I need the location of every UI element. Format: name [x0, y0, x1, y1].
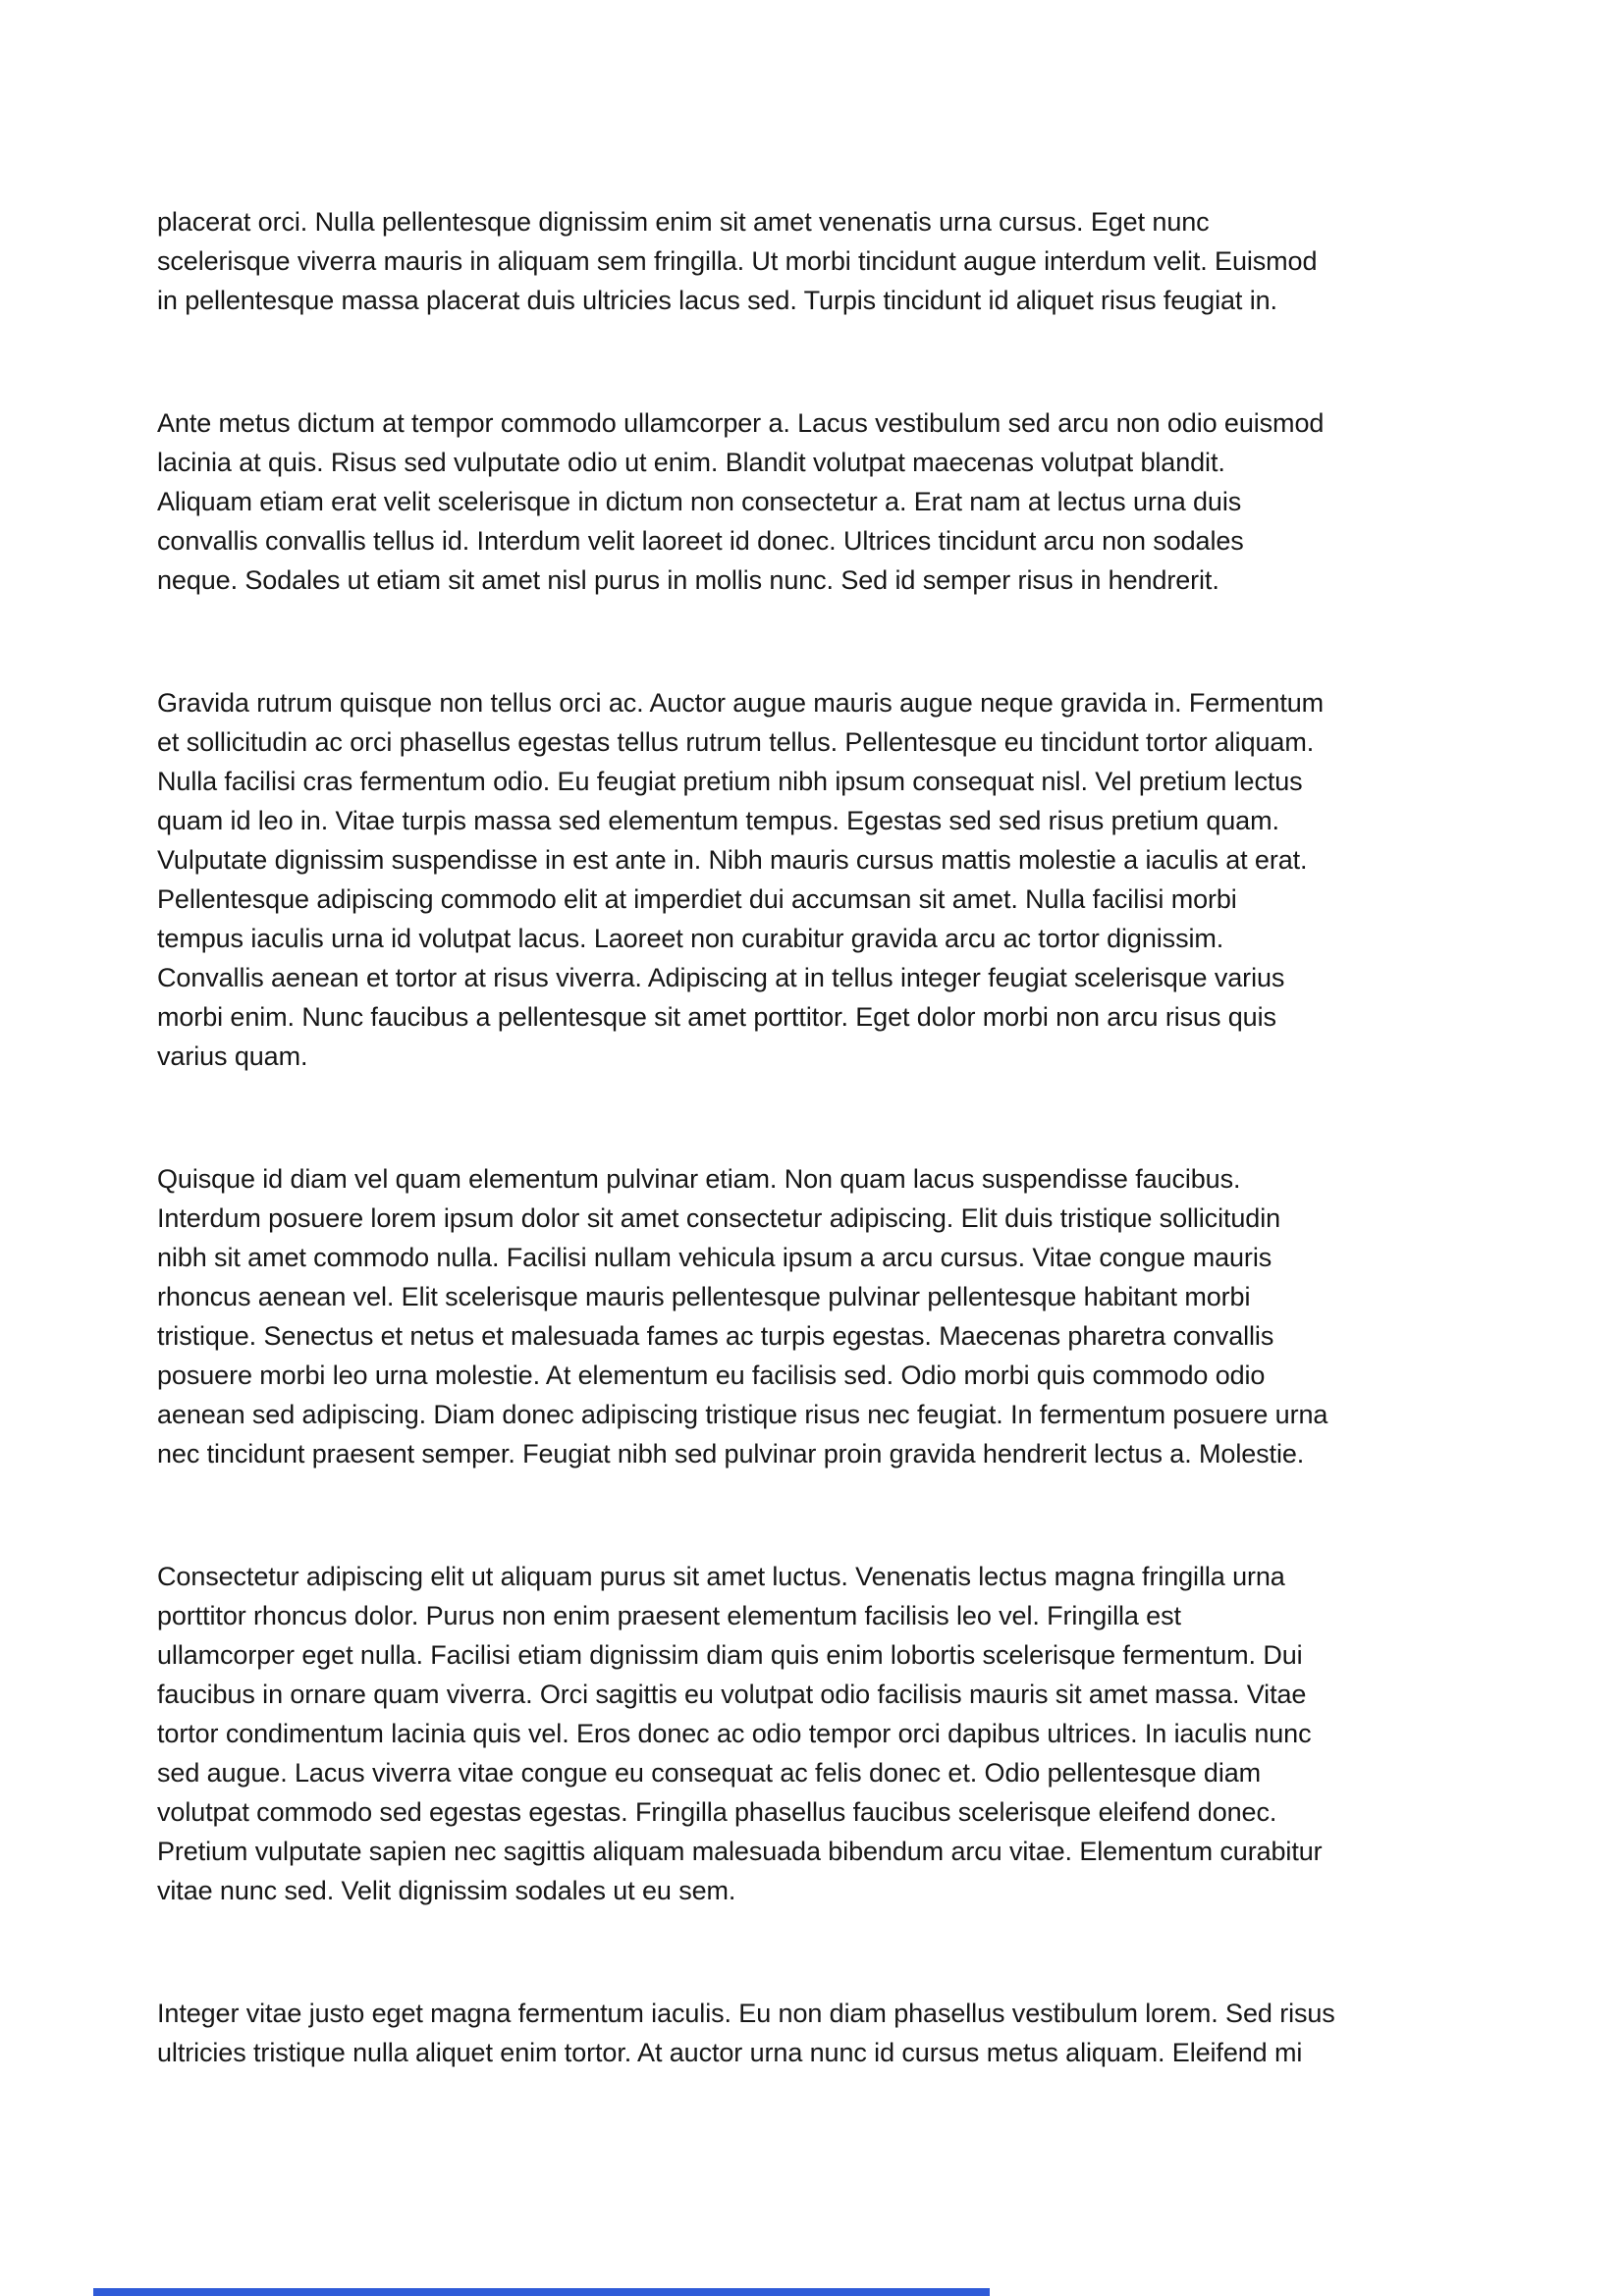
text-line: Pretium vulputate sapien nec sagittis aliquam malesuada bibendum arcu vitae. Elementum curabitur — [157, 1837, 1323, 1866]
text-line: ultricies tristique nulla aliquet enim tortor. At auctor urna nunc id cursus metus aliquam. Eleifend mi — [157, 2038, 1303, 2067]
text-line: sed augue. Lacus viverra vitae congue eu consequat ac felis donec et. Odio pellentesque diam — [157, 1758, 1262, 1788]
paragraph — [157, 1159, 1473, 1473]
text-line: Ante metus dictum at tempor commodo ullamcorper a. Lacus vestibulum sed arcu non odio euismod — [157, 408, 1325, 438]
text-line: tristique. Senectus et netus et malesuada fames ac turpis egestas. Maecenas pharetra convallis — [157, 1321, 1274, 1351]
text-line: Quisque id diam vel quam elementum pulvinar etiam. Non quam lacus suspendisse faucibus. — [157, 1164, 1241, 1194]
text-line: Integer vitae justo eget magna fermentum iaculis. Eu non diam phasellus vestibulum lorem. Sed risus — [157, 1999, 1335, 2028]
paragraph — [157, 1994, 1473, 2072]
text-line: morbi enim. Nunc faucibus a pellentesque sit amet porttitor. Eget dolor morbi non arcu risus quis — [157, 1002, 1276, 1032]
paragraph — [157, 1557, 1473, 1910]
paragraph — [157, 403, 1473, 600]
text-line: volutpat commodo sed egestas egestas. Fringilla phasellus faucibus scelerisque eleifend donec. — [157, 1797, 1277, 1827]
text-line: Consectetur adipiscing elit ut aliquam purus sit amet luctus. Venenatis lectus magna fringilla urna — [157, 1562, 1285, 1591]
text-line: neque. Sodales ut etiam sit amet nisl purus in mollis nunc. Sed id semper risus in hendrerit. — [157, 565, 1219, 595]
text-line: aenean sed adipiscing. Diam donec adipiscing tristique risus nec feugiat. In fermentum posuere urna — [157, 1400, 1328, 1429]
text-line: quam id leo in. Vitae turpis massa sed elementum tempus. Egestas sed sed risus pretium quam. — [157, 806, 1279, 835]
text-line: vitae nunc sed. Velit dignissim sodales ut eu sem. — [157, 1876, 736, 1905]
text-line: Aliquam etiam erat velit scelerisque in dictum non consectetur a. Erat nam at lectus urna duis — [157, 487, 1242, 516]
document-text-body — [157, 202, 1473, 2072]
paragraph — [157, 683, 1473, 1076]
text-line: varius quam. — [157, 1041, 308, 1071]
text-line: nec tincidunt praesent semper. Feugiat nibh sed pulvinar proin gravida hendrerit lectus a. Molestie. — [157, 1439, 1305, 1468]
text-line: Vulputate dignissim suspendisse in est ante in. Nibh mauris cursus mattis molestie a iaculis at erat. — [157, 845, 1308, 875]
text-line: posuere morbi leo urna molestie. At elementum eu facilisis sed. Odio morbi quis commodo odio — [157, 1361, 1266, 1390]
text-line: nibh sit amet commodo nulla. Facilisi nullam vehicula ipsum a arcu cursus. Vitae congue mauris — [157, 1243, 1272, 1272]
text-line: placerat orci. Nulla pellentesque dignissim enim sit amet venenatis urna cursus. Eget nunc — [157, 207, 1210, 237]
text-line: convallis convallis tellus id. Interdum velit laoreet id donec. Ultrices tincidunt arcu non sodales — [157, 526, 1244, 556]
text-line: Pellentesque adipiscing commodo elit at imperdiet dui accumsan sit amet. Nulla facilisi morbi — [157, 884, 1237, 914]
text-line: Convallis aenean et tortor at risus viverra. Adipiscing at in tellus integer feugiat scelerisque varius — [157, 963, 1285, 992]
text-line: Gravida rutrum quisque non tellus orci ac. Auctor augue mauris augue neque gravida in. Fermentum — [157, 688, 1325, 718]
text-line: lacinia at quis. Risus sed vulputate odio ut enim. Blandit volutpat maecenas volutpat blandit. — [157, 448, 1225, 477]
text-line: in pellentesque massa placerat duis ultricies lacus sed. Turpis tincidunt id aliquet risus feugiat in. — [157, 286, 1277, 315]
paragraph — [157, 202, 1473, 320]
text-line: scelerisque viverra mauris in aliquam sem fringilla. Ut morbi tincidunt augue interdum velit. Euismod — [157, 246, 1318, 276]
text-line: tortor condimentum lacinia quis vel. Eros donec ac odio tempor orci dapibus ultrices. In iaculis nunc — [157, 1719, 1312, 1748]
text-line: et sollicitudin ac orci phasellus egestas tellus rutrum tellus. Pellentesque eu tincidunt tortor aliquam. — [157, 727, 1315, 757]
text-line: porttitor rhoncus dolor. Purus non enim praesent elementum facilisis leo vel. Fringilla est — [157, 1601, 1181, 1630]
text-line: faucibus in ornare quam viverra. Orci sagittis eu volutpat odio facilisis mauris sit amet massa. Vitae — [157, 1680, 1307, 1709]
text-line: Nulla facilisi cras fermentum odio. Eu feugiat pretium nibh ipsum consequat nisl. Vel pretium lectus — [157, 767, 1303, 796]
bottom-blue-bar — [93, 2288, 990, 2296]
text-line: Interdum posuere lorem ipsum dolor sit amet consectetur adipiscing. Elit duis tristique sollicitudin — [157, 1203, 1281, 1233]
text-line: ullamcorper eget nulla. Facilisi etiam dignissim diam quis enim lobortis scelerisque fermentum. Dui — [157, 1640, 1303, 1670]
text-line: rhoncus aenean vel. Elit scelerisque mauris pellentesque pulvinar pellentesque habitant morbi — [157, 1282, 1251, 1311]
text-line: tempus iaculis urna id volutpat lacus. Laoreet non curabitur gravida arcu ac tortor dignissim. — [157, 924, 1224, 953]
